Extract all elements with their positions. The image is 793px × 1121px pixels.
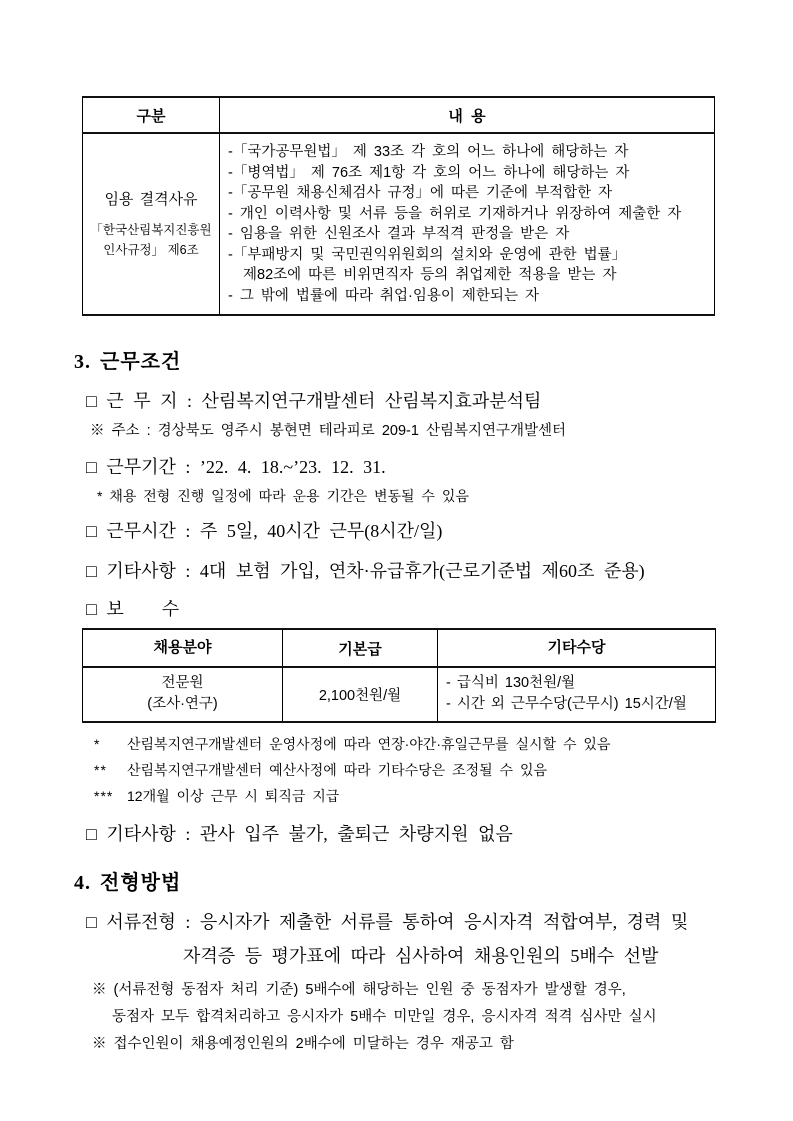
footnote-marker: *** <box>94 788 114 804</box>
housing-commute-line: □ 기타사항 : 관사 입주 불가, 출퇴근 차량지원 없음 <box>86 824 513 844</box>
document-screening-line1: □ 서류전형 : 응시자가 제출한 서류를 통하여 응시자격 적합여부, 경력 및 <box>86 912 689 932</box>
disqualification-table-head <box>83 97 715 133</box>
section-4-title: 4. 전형방법 <box>74 872 182 894</box>
pay-footnote <box>94 757 793 783</box>
disqualification-item: - 개인 이력사항 및 서류 등을 허위로 기재하거나 위장하여 제출한 자 <box>228 205 682 222</box>
pay-header-base: 기본급 <box>283 629 438 667</box>
work-hours-line: □ 근무시간 : 주 5일, 40시간 근무(8시간/일) <box>86 521 443 541</box>
pay-field-cell <box>83 667 283 723</box>
pay-header-field: 채용분야 <box>83 629 283 667</box>
reannouncement-note: ※ 접수인원이 채용예정인원의 2배수에 미달하는 경우 재공고 함 <box>92 1036 514 1052</box>
benefits-line: □ 기타사항 : 4대 보험 가입, 연차·유급휴가(근로기준법 제60조 준용) <box>86 561 645 581</box>
header-category: 구분 <box>83 97 220 133</box>
pay-table-body <box>83 667 716 723</box>
pay-footnote <box>94 783 793 809</box>
disqualification-item-continuation: 제82조에 따른 비위면직자 등의 취업제한 적용을 받는 자 <box>243 267 617 283</box>
category-title: 임용 결격사유 <box>104 191 198 209</box>
pay-allowance-cell <box>438 667 716 723</box>
content-cell <box>220 133 715 315</box>
table-row <box>83 133 715 315</box>
category-regulation-line1: 「한국산림복지진흥원 <box>90 223 212 238</box>
pay-table-header-row <box>83 629 716 667</box>
pay-header-allowance: 기타수당 <box>438 629 716 667</box>
pay-table-row <box>83 667 716 723</box>
disqualification-table-body <box>83 133 715 315</box>
pay-table-head <box>83 629 716 667</box>
footnote-text: 12개월 이상 근무 시 퇴직금 지급 <box>127 788 340 804</box>
disqualification-item: -「부패방지 및 국민권익위원회의 설치와 운영에 관한 법률」 <box>228 246 627 263</box>
pay-field-line2: (조사·연구) <box>147 696 218 713</box>
disqualification-item: - 임용을 위한 신원조사 결과 부적격 판정을 받은 자 <box>228 226 570 242</box>
pay-footnotes <box>94 731 793 809</box>
screening-tie-note-line2: 동점자 모두 합격처리하고 응시자가 5배수 미만일 경우, 응시자격 적격 심사만 실시 <box>112 1009 657 1025</box>
footnote-marker: ** <box>94 762 107 778</box>
pay-base-cell <box>283 667 438 723</box>
work-period-line: □ 근무기간 : ’22. 4. 18.~’23. 12. 31. <box>86 457 386 477</box>
address-note: ※ 주소 : 경상북도 영주시 봉현면 테라피로 209-1 산림복지연구개발센터 <box>90 423 567 439</box>
pay-heading-line: □ 보 수 <box>86 599 180 619</box>
category-cell <box>83 133 220 315</box>
pay-base-value: 2,100천원/월 <box>318 687 402 704</box>
disqualification-item: -「병역법」 제 76조 제1항 각 호의 어느 하나에 해당하는 자 <box>228 164 630 181</box>
disqualification-item: -「국가공무원법」 제 33조 각 호의 어느 하나에 해당하는 자 <box>228 144 629 160</box>
category-regulation-line2: 인사규정」 제6조 <box>103 242 199 257</box>
pay-footnote <box>94 731 793 757</box>
footnote-marker: * <box>94 736 101 752</box>
document-screening-line2: 자격증 등 평가표에 따라 심사하여 채용인원의 5배수 선발 <box>183 946 659 966</box>
disqualification-item: -「공무원 채용신체검사 규정」에 따른 기준에 부적합한 자 <box>228 185 613 201</box>
disqualification-table <box>82 96 715 316</box>
pay-allowance-line2: - 시간 외 근무수당(근무시) 15시간/월 <box>446 696 687 713</box>
pay-allowance-line1: - 급식비 130천원/월 <box>446 674 576 691</box>
pay-table <box>82 628 716 723</box>
workplace-line: □ 근 무 지 : 산림복지연구개발센터 산림복지효과분석팀 <box>86 391 542 411</box>
footnote-text: 산림복지연구개발센터 운영사정에 따라 연장·야간·휴일근무를 실시할 수 있음 <box>127 736 611 752</box>
table-header-row <box>83 97 715 133</box>
work-period-note: * 채용 전형 진행 일정에 따라 운용 기간은 변동될 수 있음 <box>97 488 469 504</box>
disqualification-item: - 그 밖에 법률에 따라 취업·임용이 제한되는 자 <box>228 287 539 304</box>
section-3-title: 3. 근무조건 <box>74 351 182 373</box>
screening-tie-note-line1: ※ (서류전형 동점자 처리 기준) 5배수에 해당하는 인원 중 동점자가 발생할 경우, <box>92 982 626 998</box>
footnote-text: 산림복지연구개발센터 예산사정에 따라 기타수당은 조정될 수 있음 <box>127 762 548 778</box>
header-content: 내 용 <box>220 97 715 133</box>
pay-field-line1: 전문원 <box>161 674 204 691</box>
